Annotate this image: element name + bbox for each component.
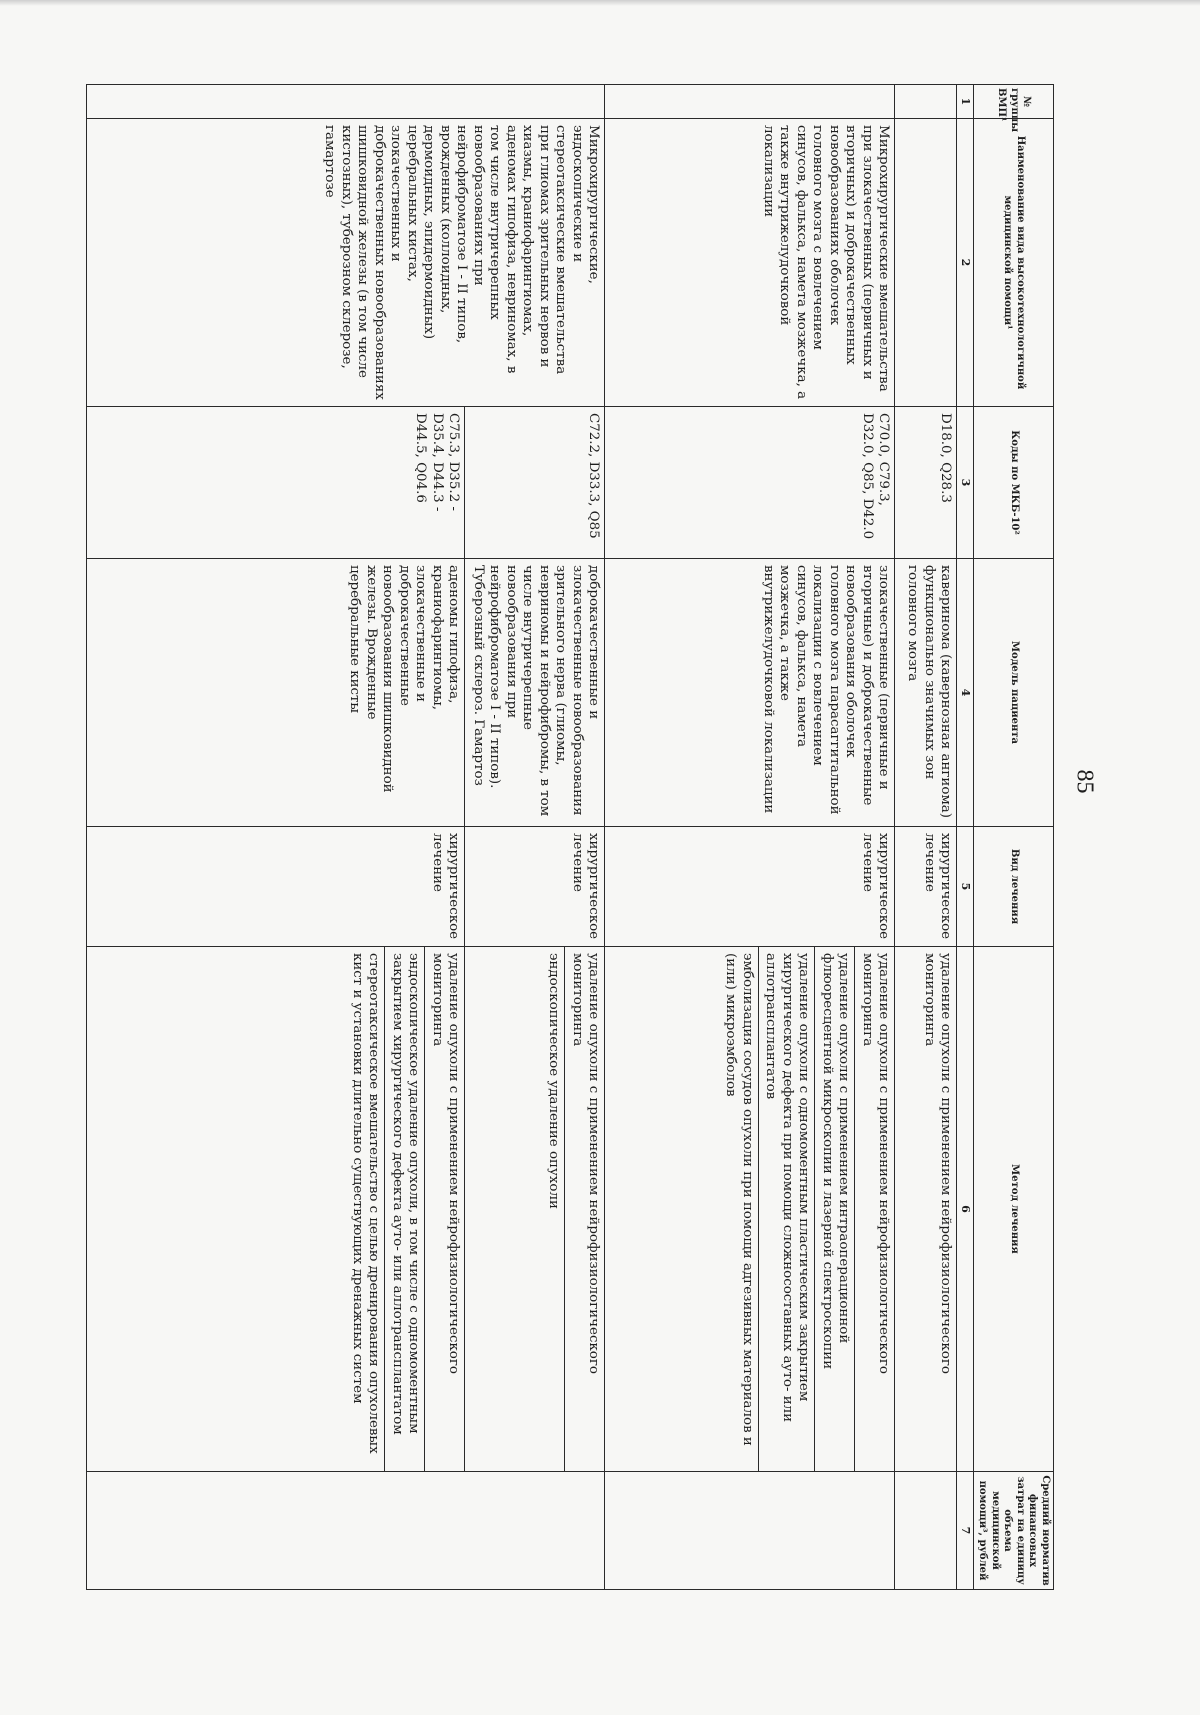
icd-codes-cell: D18.0, Q28.3: [895, 407, 957, 559]
cost-cell: [87, 1472, 605, 1590]
page-top-edge: [0, 0, 1200, 6]
header-group-number: № группы ВМП¹: [974, 85, 1054, 119]
header-treatment-method: Метод лечения: [974, 947, 1054, 1472]
vmp-name-cell: Микрохирургические, эндоскопические и стереотаксические вмешательства при глиомах зрительных нервов и хиазмы, краниофарингиомах, аденомах гипофиза, невриномах, в том числе внутричерепных новообразованиях при нейрофиброматозе I - II типов, врожденных (коллоидных, дермоидных, эпидермоидных) церебральных кистах, злокачественных и доброкачественных новообразованиях шишковидной железы (в том числе кистозных), туберозном склерозе, гамартозе: [87, 119, 605, 407]
group-number-cell: [605, 85, 895, 119]
treatment-type-cell: хирургическое лечение: [465, 827, 605, 947]
header-icd-codes: Коды по МКБ-10²: [974, 407, 1054, 559]
vmp-table: [86, 84, 1054, 1590]
method-item: эндоскопическое удаление опухоли: [542, 947, 565, 1471]
column-number: 4: [957, 559, 974, 827]
cost-cell: [895, 1472, 957, 1590]
header-patient-model: Модель пациента: [974, 559, 1054, 827]
column-number: 5: [957, 827, 974, 947]
header-vmp-name: Наименование вида высокотехнологичной медицинской помощи¹: [974, 119, 1054, 407]
column-number: 1: [957, 85, 974, 119]
method-item: удаление опухоли с применением нейрофизиологического мониторинга: [569, 953, 601, 1374]
column-number-row: [957, 85, 974, 1590]
rotated-page-content: [86, 84, 1054, 1589]
method-item: стереотаксическое вмешательство с целью дренирования опухолевых кист и установки длительно существующих дренажных систем: [345, 947, 385, 1471]
method-item: удаление опухоли с одномоментным пластическим закрытием хирургического дефекта при помощи сложносоставных ауто- или аллотрансплантатов: [759, 947, 815, 1471]
column-number: 6: [957, 947, 974, 1472]
vmp-name-cell: [895, 119, 957, 407]
patient-model-cell: каверинома (кавернозная ангиома) функционально значимых зон головного мозга: [895, 559, 957, 827]
table-row: [895, 85, 957, 1590]
patient-model-cell: аденомы гипофиза, краниофарингиомы, злокачественные и доброкачественные новообразования шишковидной железы. Врожденные церебральные кисты: [87, 559, 465, 827]
header-treatment-type: Вид лечения: [974, 827, 1054, 947]
table-row: [465, 85, 605, 1590]
table-row: [605, 85, 895, 1590]
treatment-type-cell: хирургическое лечение: [605, 827, 895, 947]
method-item: эндоскопическое удаление опухоли, в том числе с одномоментным закрытием хирургического дефекта ауто- или аллотрансплантатом: [385, 947, 425, 1471]
cost-cell: [605, 1472, 895, 1590]
icd-codes-cell: C70.0, C79.3, D32.0, Q85, D42.0: [605, 407, 895, 559]
column-number: 3: [957, 407, 974, 559]
icd-codes-cell: C72.2, D33.3, Q85: [465, 407, 605, 559]
group-number-cell: [87, 85, 605, 119]
treatment-method-cell: удаление опухоли с применением нейрофизиологического мониторинга: [895, 947, 957, 1472]
treatment-type-cell: хирургическое лечение: [895, 827, 957, 947]
patient-model-cell: злокачественные (первичные и вторичные) и доброкачественные новообразования оболочек головного мозга парасаггитальной локализации с вовлечением синусов, фалькса, намета мозжечка, а также внутрижелудочковой локализации: [605, 559, 895, 827]
patient-model-cell: доброкачественные и злокачественные новообразования зрительного нерва (глиомы, невриномы и нейрофибромы, в том числе внутричерепные новообразования при нейрофиброматозе I - II типов). Туберозный склероз. Гамартоз: [465, 559, 605, 827]
treatment-method-cell: [605, 947, 895, 1472]
header-cost-standard: Средний норматив финансовых затрат на единицу объема медицинской помощи³, рублей: [974, 1472, 1054, 1590]
method-item: удаление опухоли с применением интраоперационной флюоресцентной микроскопии и лазерной спектроскопии: [815, 947, 855, 1471]
group-number-cell: [895, 85, 957, 119]
column-number: 7: [957, 1472, 974, 1590]
method-item: удаление опухоли с применением нейрофизиологического мониторинга: [859, 953, 891, 1374]
method-item: удаление опухоли с применением нейрофизиологического мониторинга: [429, 953, 461, 1374]
vmp-name-cell: Микрохирургические вмешательства при злокачественных (первичных и вторичных) и доброкачественных новообразованиях оболочек головного мозга с вовлечением синусов, фалькса, намета мозжечка, а также внутрижелудочковой локализации: [605, 119, 895, 407]
icd-codes-cell: C75.3, D35.2 - D35.4, D44.3 - D44.5, Q04.6: [87, 407, 465, 559]
treatment-type-cell: хирургическое лечение: [87, 827, 465, 947]
page-number: 85: [1071, 769, 1098, 794]
table-header-row: [974, 85, 1054, 1590]
treatment-method-cell: [87, 947, 465, 1472]
treatment-method-cell: [465, 947, 605, 1472]
method-item: эмболизация сосудов опухоли при помощи адгезивных материалов и (или) микроэмболов: [719, 947, 759, 1471]
column-number: 2: [957, 119, 974, 407]
